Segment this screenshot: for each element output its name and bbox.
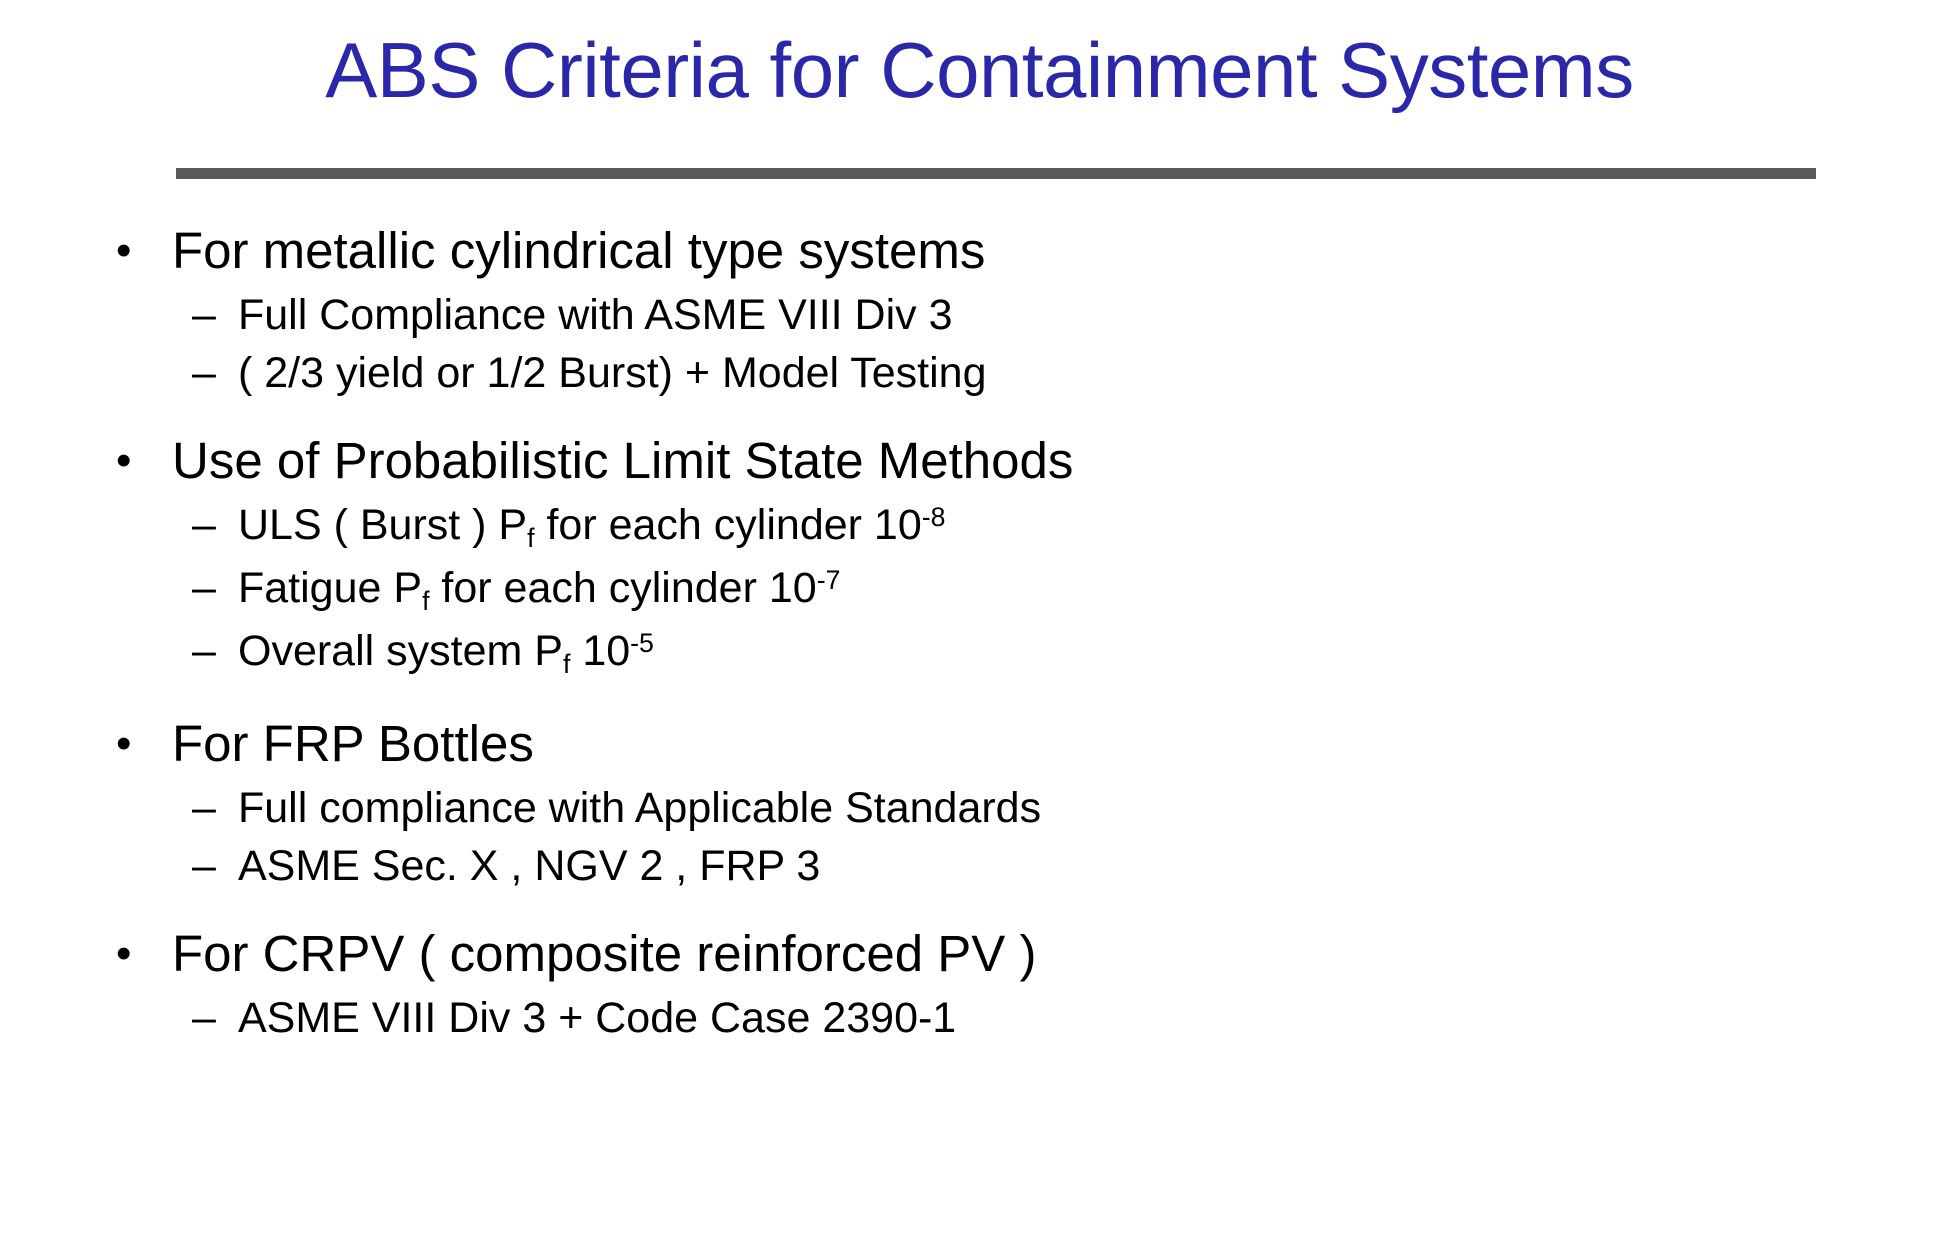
bullet-group: [96, 428, 1896, 685]
sub-bullet-text: Full Compliance with ASME VIII Div 3: [238, 291, 953, 339]
title-divider: [176, 168, 1816, 179]
dash-marker: –: [192, 784, 216, 832]
slide-body: [96, 218, 1896, 1073]
subscript: f: [527, 522, 535, 553]
dash-marker: –: [192, 842, 216, 890]
dash-marker: –: [192, 291, 216, 339]
sub-bullet-text: ASME VIII Div 3 + Code Case 2390-1: [238, 994, 957, 1042]
sub-bullet-text-pre: Overall system P: [238, 627, 563, 675]
sub-bullet-item: [96, 989, 1896, 1047]
bullet-text: For FRP Bottles: [172, 715, 534, 772]
dash-marker: –: [192, 994, 216, 1042]
sub-bullet-item: [96, 344, 1896, 402]
dash-marker: –: [192, 627, 216, 675]
sub-bullet-text: [238, 559, 1896, 622]
sub-bullet-text-mid: 10: [570, 627, 631, 675]
superscript: -5: [630, 628, 654, 659]
bullet-marker: •: [116, 226, 132, 275]
sub-bullet-item: [96, 286, 1896, 344]
bullet-marker: •: [116, 436, 132, 485]
bullet-group: [96, 218, 1896, 402]
dash-marker: –: [192, 564, 216, 612]
sub-bullet-item: [96, 779, 1896, 837]
bullet-text: Use of Probabilistic Limit State Methods: [172, 432, 1074, 489]
bullet-item: [96, 711, 1896, 777]
sub-bullet-item: [96, 496, 1896, 559]
sub-bullet-text: [238, 622, 1896, 685]
bullet-group: [96, 711, 1896, 895]
sub-bullet-text: [238, 496, 1896, 559]
bullet-item: [96, 428, 1896, 494]
sub-bullet-text-mid: for each cylinder 10: [534, 501, 922, 549]
bullet-item: [96, 921, 1896, 987]
bullet-text: For CRPV ( composite reinforced PV ): [172, 925, 1037, 982]
sub-bullet-text: Full compliance with Applicable Standards: [238, 784, 1042, 832]
superscript: -7: [816, 565, 841, 596]
page-title: ABS Criteria for Containment Systems: [325, 26, 1634, 114]
sub-bullet-item: [96, 622, 1896, 685]
subscript: f: [422, 585, 430, 616]
dash-marker: –: [192, 501, 216, 549]
sub-bullet-item: [96, 837, 1896, 895]
sub-bullet-text: ASME Sec. X , NGV 2 , FRP 3: [238, 842, 821, 890]
superscript: -8: [921, 502, 946, 533]
bullet-text: For metallic cylindrical type systems: [172, 222, 986, 279]
subscript: f: [562, 648, 571, 679]
sub-bullet-text-mid: for each cylinder 10: [429, 564, 817, 612]
sub-bullet-text-pre: Fatigue P: [238, 564, 423, 612]
bullet-marker: •: [116, 719, 132, 768]
sub-bullet-item: [96, 559, 1896, 622]
sub-bullet-text: ( 2/3 yield or 1/2 Burst) + Model Testing: [238, 349, 987, 397]
bullet-item: [96, 218, 1896, 284]
bullet-group: [96, 921, 1896, 1047]
sub-bullet-text-pre: ULS ( Burst ) P: [238, 501, 528, 549]
dash-marker: –: [192, 349, 216, 397]
bullet-marker: •: [116, 929, 132, 978]
